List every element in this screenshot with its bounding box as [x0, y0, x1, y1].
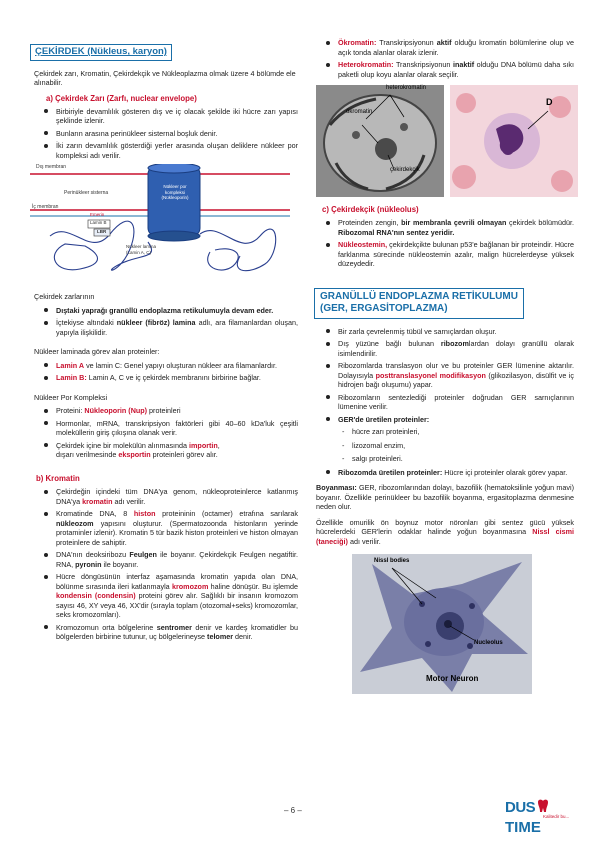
text: dışarı verilmesinde — [56, 450, 119, 460]
logo-tagline: Kalitedir bu... — [543, 814, 570, 819]
nuclear-pore-label — [158, 184, 192, 200]
bold-text: Boyanması: — [316, 483, 357, 493]
nucleus-micrographs — [316, 85, 578, 197]
dustime-logo — [505, 798, 575, 836]
text: Hücre döngüsünün interfaz aşamasında kromatin yapıda olan DNA, bölünme sırasında ileri katlanmayla — [56, 572, 298, 591]
highlight-text: Nükleoporin (Nup) — [84, 406, 148, 416]
text: Hücre içi proteinler olarak görev yapar. — [442, 467, 568, 477]
motor-neuron-figure — [352, 554, 532, 694]
micrograph-image — [316, 85, 578, 197]
nuclear-envelope-diagram — [30, 164, 290, 284]
lamina-heading: Nükleer laminada görev alan proteinler: — [34, 347, 160, 357]
text: , — [217, 440, 220, 450]
tooth-icon — [537, 799, 549, 813]
right-column — [312, 38, 574, 694]
heterochromatin-label: heterokromatin — [386, 85, 427, 91]
bold-text: Ribozomda üretilen proteinler: — [338, 467, 443, 477]
list-item: Birbiriyle devamlılık gösteren dış ve iç olacak şekilde iki hücre zarı yapısı şeklinde izlenir. — [56, 106, 298, 126]
nuclear-pore-label-line: kompleksi — [164, 189, 185, 195]
list-item — [56, 487, 298, 506]
nissl-bodies-label: Nissl bodies — [374, 558, 410, 565]
list-item: - salgı proteinleri. — [352, 454, 574, 464]
list-item — [56, 318, 298, 337]
euchromatin-label: ökromatin — [346, 109, 373, 115]
highlight-text: histon — [133, 509, 156, 519]
highlight-text: kondensin (condensin) — [56, 591, 136, 601]
text: DNA'nın deoksiribozu — [56, 550, 130, 560]
text: proteinleri görev alır. — [150, 450, 218, 460]
inner-membrane-label: İç membran — [32, 204, 59, 211]
lamina-label — [126, 244, 156, 255]
text: Çekirdek içine bir molekülün alınmasında — [56, 440, 190, 450]
bold-text: Feulgen — [129, 550, 157, 560]
nucleolus-list — [338, 218, 574, 269]
outer-membrane-label: Dış membran — [36, 164, 67, 171]
list-item — [56, 373, 298, 383]
staining-paragraph — [316, 483, 574, 512]
text: denir ve kardeş kromatidler bu bölgelerden birbirine tutunur, uç bölgelerineyse — [56, 622, 298, 642]
text: adlı, ara filamanlardan oluşan, yapıyla ilişkilidir. — [56, 318, 298, 337]
text: Transkripsiyonun — [376, 38, 437, 47]
nucleus-section-title: ÇEKİRDEK (Nükleus, karyon) — [30, 44, 172, 61]
logo-time: TIME — [505, 818, 541, 836]
bold-text: Dıştaki yaprağı granüllü endoplazma retikulumuyla devam eder. — [56, 305, 274, 315]
list-item: - lizozomal enzim, — [352, 441, 574, 451]
emerin-label: Emerin — [90, 212, 105, 218]
text: Kromozomun orta bölgelerine — [56, 622, 157, 632]
text: (glikozilasyon, disülfit ve iç hidrojen bağı oluşumu) yapar. — [338, 370, 574, 390]
bold-text: pyronin — [75, 559, 102, 569]
highlight-text: Nükleostemin, — [338, 240, 388, 250]
lbr-label: LBR — [97, 229, 107, 235]
highlight-text: eksportin — [118, 450, 151, 460]
motor-neuron-image — [352, 554, 532, 694]
list-item — [338, 361, 574, 390]
text: Lamin A, C ve iç çekirdek membranını birbirine bağlar. — [86, 373, 261, 383]
list-item — [338, 339, 574, 358]
lamina-label-line: (Lamin A, C) — [126, 249, 152, 255]
list-item — [338, 60, 574, 79]
lamin-b-label: Lamin B — [90, 220, 107, 226]
motor-neuron-label: Motor Neuron — [426, 674, 479, 684]
membranes-list — [56, 306, 298, 338]
text: Proteini: — [56, 406, 85, 416]
list-item — [338, 468, 574, 478]
panel-d-label: D — [546, 97, 553, 107]
text: İçtekiyse altındaki — [56, 318, 117, 328]
list-item — [56, 406, 298, 416]
text: Bir zarla çevrelenmiş tübül ve sarnıçlardan oluşur. — [338, 326, 497, 336]
text: Dış yüzüne bağlı bulunan — [338, 339, 441, 349]
text: ve lamin C: Genel yapıyı oluşturan nükleer ara filamanlardır. — [84, 360, 278, 370]
nucleolus-photo-label: çekirdekçik — [390, 167, 420, 173]
highlight-text: Lamin B: — [56, 373, 87, 383]
nucleolus-label: Nucleolus — [474, 640, 503, 647]
list-item — [338, 327, 574, 337]
bold-text: bir membranla çevrili olmayan — [401, 218, 507, 228]
list-item: - hücre zarı proteinleri, — [352, 427, 574, 437]
text: Özellikle omurilik ön boynuz motor nöronları gibi sentez gücü yüksek hücrelerdeki GER'lerin odaklar halinde yoğun boyanmasına — [316, 517, 574, 537]
text: proteini görev alır. Sağlıklı bir insanın kromozom sayısı 46, XY veya 46, XX'dir (sırayla toplam (otozomal+seks) kromozomlar, seks kromozomları). — [56, 591, 298, 620]
membranes-heading: Çekirdek zarlarının — [34, 292, 95, 302]
bold-text: Ribozomal RNA'nın sentez yeridir. — [338, 227, 455, 237]
ger-title-line: GRANÜLLÜ ENDOPLAZMA RETİKULUMU — [320, 290, 518, 302]
ger-section-title — [314, 288, 524, 319]
nucleolus-subtitle: c) Çekirdekçik (nükleolus) — [322, 205, 419, 214]
text: Ribozomlarda translasyon olur ve bu proteinler GER lümenine aktarılır. Dolayısıyla — [338, 361, 574, 380]
text: adı verilir. — [347, 536, 381, 546]
lamina-list — [56, 361, 298, 383]
list-item — [338, 415, 574, 425]
highlight-text: kromozom — [172, 581, 209, 591]
list-item — [56, 509, 298, 547]
nuclear-envelope-figure — [30, 164, 290, 284]
pore-heading: Nükleer Por Kompleksi — [34, 392, 108, 402]
bold-text: nükleozom — [56, 518, 94, 528]
chromatin-list — [56, 487, 298, 642]
list-item — [338, 218, 574, 237]
nuclear-pore-label-line: (Nükleoporin) — [161, 195, 189, 201]
highlight-text: Ökromatin: — [338, 38, 377, 47]
text: olduğu kromatin bölümlerine olup ve açık tonda alanlar olarak izlenir. — [338, 38, 575, 57]
nissl-paragraph — [316, 518, 574, 547]
bold-text: inaktif — [452, 60, 475, 69]
bold-text: nükleer (fibröz) lamina — [116, 318, 196, 328]
text: Kromatinde DNA, 8 — [56, 509, 134, 519]
list-item — [56, 306, 298, 316]
bold-text: telomer — [207, 632, 234, 642]
text: denir. — [233, 632, 253, 642]
text: lardan dolayı granüllü olarak isimlendirilir. — [338, 339, 574, 358]
list-item — [338, 38, 574, 57]
highlight-text: kromatin — [82, 496, 113, 506]
bold-text: aktif — [436, 38, 452, 47]
list-item: Hormonlar, mRNA, transkripsiyon faktörleri gibi 40–60 kDa'luk çeşitli moleküllerin giriş çıkışına olanak verir. — [56, 418, 298, 438]
ger-ribosome-list — [338, 468, 574, 478]
text: yapısını oluşturur. (Spermatozoonda histonların yerinde protaminler izlenir). Kromatin 5 tür bazik histon proteinleri ve histon olmayan proteinlere de sahiptir. — [56, 518, 298, 547]
highlight-text: posttranslasyonel modifikasyon — [375, 370, 486, 380]
text: çekirdek bölümüdür. — [506, 218, 574, 228]
ger-list — [338, 327, 574, 425]
text: proteininin (octamer) etrafına sarılarak — [155, 509, 298, 519]
text: Ribozomların sentezlediği proteinler doğrudan GER sarnıçlarının lümenine verilir. — [338, 392, 574, 412]
highlight-text: Heterokromatin: — [338, 60, 394, 69]
highlight-text: Lamin A — [56, 360, 85, 370]
left-column — [30, 44, 298, 645]
text: proteinleri — [147, 406, 181, 416]
text: Çekirdeğin içindeki tüm DNA'ya genom, nükleoproteinlerce katlanmış DNA'ya — [56, 487, 298, 506]
list-item — [338, 393, 574, 412]
text: Transkripsiyonun — [393, 60, 453, 69]
chromatin-subtitle: b) Kromatin — [36, 473, 80, 483]
highlight-text: Nissl cismi (taneciği) — [316, 527, 575, 546]
list-item — [56, 361, 298, 371]
nucleus-intro: Çekirdek zarı, Kromatin, Çekirdekçik ve Nükleoplazma olmak üzere 4 bölümde ele alınabilir. — [34, 68, 296, 88]
text: haline dönüşür. Bu işlemde — [208, 581, 298, 591]
bold-text: ribozom — [440, 339, 469, 349]
text: adı verilir. — [112, 496, 146, 506]
bold-text: sentromer — [156, 622, 192, 632]
pore-list — [56, 406, 298, 460]
envelope-list — [56, 107, 298, 161]
list-item — [56, 623, 298, 642]
list-item — [338, 240, 574, 269]
highlight-text: importin — [189, 440, 218, 450]
bold-text: GER'de üretilen proteinler: — [338, 414, 430, 424]
text: ile boyanır. — [101, 559, 139, 569]
list-item: Bunların arasına perinükleer sisternal boşluk denir. — [56, 129, 298, 139]
text: Proteinden zengin, — [338, 218, 402, 228]
ger-title-line: (GER, ERGASİTOPLAZMA) — [320, 303, 448, 315]
text: olduğu DNA bölümü daha sıkı paketli olup koyu alanlar olarak seçilir. — [338, 60, 574, 79]
logo-dus: DUS — [505, 799, 536, 816]
page-number: – 6 – — [284, 806, 302, 815]
perinuclear-label: Perinükleer sisterna — [64, 190, 109, 197]
envelope-subtitle: a) Çekirdek Zarı (Zarfı, nuclear envelope) — [46, 93, 197, 103]
ger-protein-list — [352, 427, 574, 464]
nuclear-pore-label-line: Nükleer por — [163, 184, 187, 190]
text: GER, ribozomlarından dolayı, bazofilik (hematoksilinle yoğun mavi) boyanır. Özellikle perinükleer bu bazofilik boyanma, ergasitoplazma denmesine neden olur. — [316, 483, 574, 512]
text: ile boyanır. Çekirdekçik Feulgen negatiftir. RNA, — [56, 550, 298, 569]
text: çekirdekçikte bulunan p53'e bağlanan bir proteindir. Hücre farklanma sürecinde nükleostemin azalır, malign hücrelerdeyse yüksek düzeydedir. — [338, 240, 574, 269]
list-item — [56, 550, 298, 569]
chromatin-types-list — [338, 38, 574, 79]
list-item — [56, 572, 298, 620]
list-item — [56, 441, 298, 460]
list-item: İki zarın devamlılık gösterdiği yerler arasında oluşan deliklere nükleer por kompleksi adı verilir. — [56, 141, 298, 160]
lamina-label-line: Nükleer lamina — [126, 244, 157, 250]
